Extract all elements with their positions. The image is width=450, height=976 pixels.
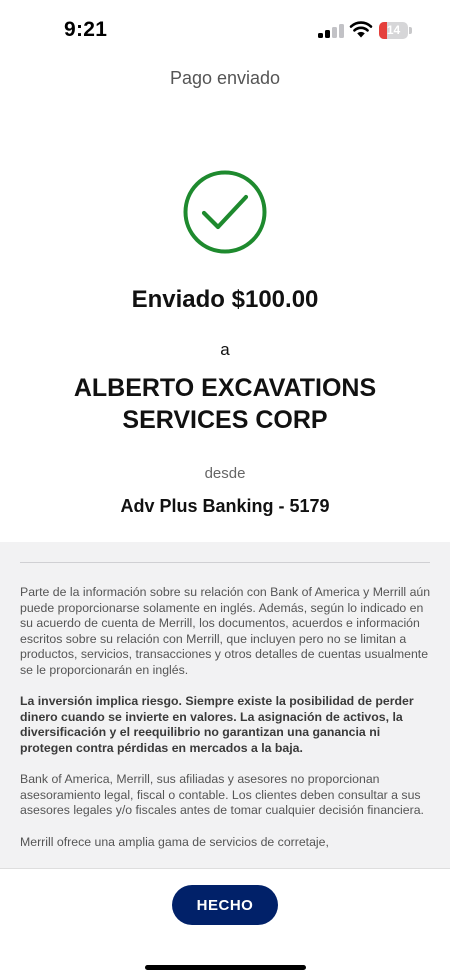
source-account: Adv Plus Banking - 5179 bbox=[120, 496, 330, 516]
disclosure-advice: Bank of America, Merrill, sus afiliadas y asesores no proporcionan asesoramiento legal, fiscal o contable. Los clientes deben consultar a sus asesores legales y/o fiscales antes de tomar cualquier decisión financiera. bbox=[20, 772, 424, 817]
checkmark-circle-icon bbox=[183, 170, 267, 254]
battery-icon bbox=[379, 22, 412, 39]
sent-amount: Enviado $100.00 bbox=[131, 286, 319, 313]
disclosure-brokerage: Merrill ofrece una amplia gama de servicios de corretaje, bbox=[20, 834, 329, 849]
to-connector: a bbox=[220, 340, 230, 359]
disclosure-text bbox=[20, 585, 432, 866]
divider bbox=[20, 562, 430, 563]
wifi-icon bbox=[349, 20, 373, 38]
disclosure-panel[interactable] bbox=[0, 542, 450, 870]
disclosure-investment-risk: La inversión implica riesgo. Siempre existe la posibilidad de perder dinero cuando se invierte en valores. La asignación de activos, la diversificación y el reequilibrio no garantizan una ganancia ni protegen contra pérdidas en mercados a la baja. bbox=[20, 694, 414, 755]
footer bbox=[0, 868, 450, 976]
recipient-name: ALBERTO EXCAVATIONS SERVICES CORP bbox=[73, 374, 377, 434]
from-connector: desde bbox=[204, 465, 246, 482]
status-time: 9:21 bbox=[64, 18, 108, 41]
cellular-signal-icon bbox=[318, 24, 344, 38]
page-title: Pago enviado bbox=[169, 68, 281, 88]
disclosure-language: Parte de la información sobre su relación con Bank of America y Merrill aún puede proporcionarse solamente en inglés. Además, según lo indicado en su acuerdo de cuenta de Merrill, los documentos, acuerdos e información escritos sobre su relación con Merrill, que incluyen pero no se limitan a productos, servicios, transacciones y otros detalles de cuentas usualmente se le proporcionarán en inglés. bbox=[20, 585, 431, 677]
home-indicator[interactable] bbox=[145, 965, 306, 970]
status-bar bbox=[0, 0, 450, 58]
battery-level: 14 bbox=[386, 23, 401, 37]
done-button[interactable]: HECHO bbox=[172, 885, 278, 925]
